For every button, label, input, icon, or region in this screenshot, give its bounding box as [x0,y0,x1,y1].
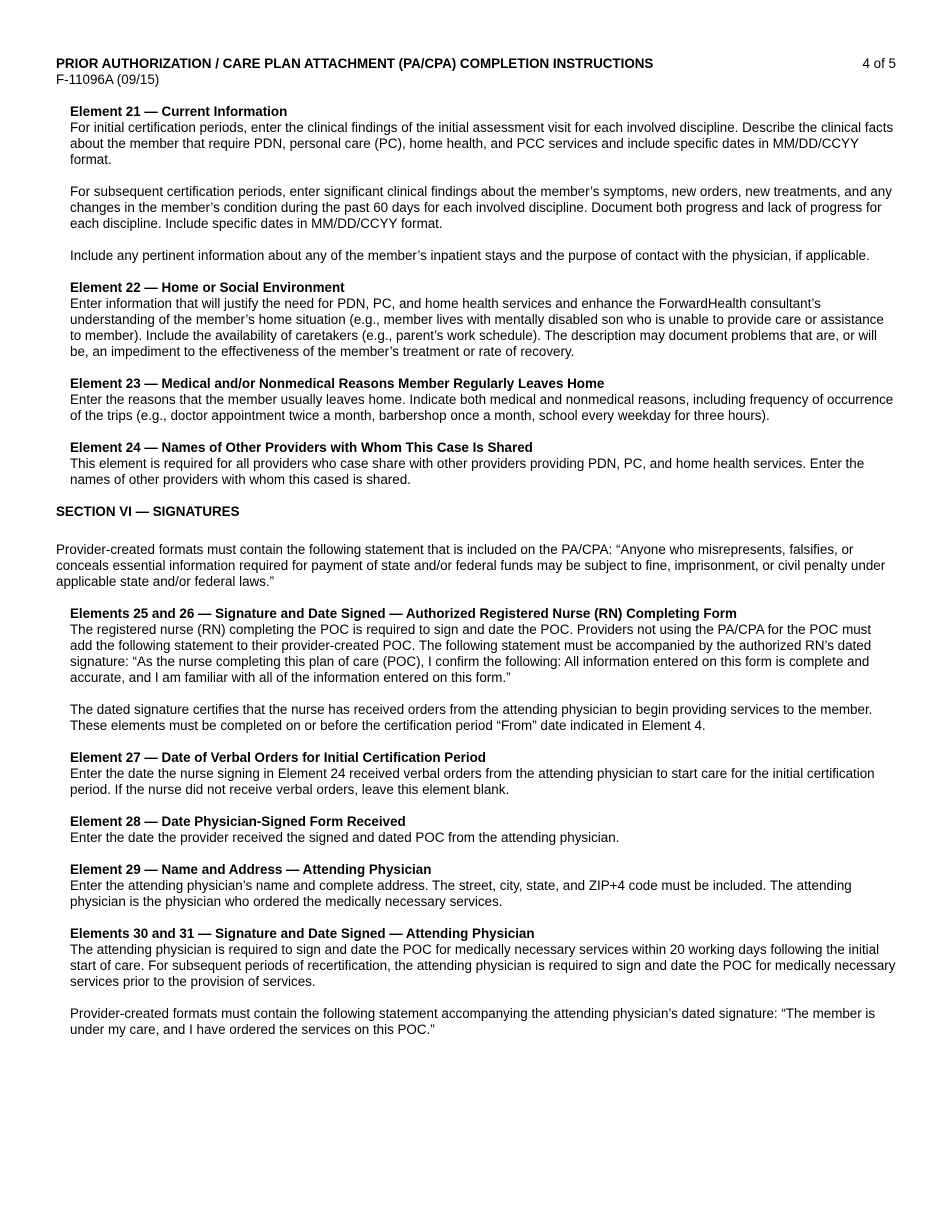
element-23-paragraph-1: Enter the reasons that the member usually leaves home. Indicate both medical and nonmedical reasons, including frequency of occurrence of the trips (e.g., doctor appointment twice a month, barbershop once a month, school every weekday for three hours). [70,392,894,423]
element-25-26-paragraph-2: The dated signature certifies that the nurse has received orders from the attending physician to begin providing services to the member. These elements must be completed on or before the certification period “From” date indicated in Element 4. [70,702,873,733]
element-21-paragraph-2: For subsequent certification periods, enter significant clinical findings about the member’s symptoms, new orders, new treatments, and any changes in the member’s condition during the past 60 days for each involved discipline. Document both progress and lack of progress for each discipline. Include specific dates in MM/DD/CCYY format. [70,184,892,231]
section-6 [56,504,896,590]
element-30-31-paragraph-1: The attending physician is required to sign and date the POC for medically necessary services within 20 working days following the initial start of care. For subsequent periods of recertification, the attending physician is required to sign and date the POC for medically necessary services prior to the provision of services. [70,942,896,989]
element-21-title: Element 21 — Current Information [70,104,288,119]
element-21 [70,104,896,264]
page-header [56,56,896,88]
element-24-paragraph-1: This element is required for all providers who case share with other providers providing PDN, PC, and home health services. Enter the names of other providers with whom this cased is shared. [70,456,865,487]
element-30-31-title: Elements 30 and 31 — Signature and Date Signed — Attending Physician [70,926,535,941]
element-23 [70,376,896,424]
element-25-26-paragraph-1: The registered nurse (RN) completing the POC is required to sign and date the POC. Providers not using the PA/CPA for the POC must add the following statement to their provider-created POC. The following statement must be accompanied by the authorized RN’s dated signature: “As the nurse completing this plan of care (POC), I confirm the following: All information entered on this form is complete and accurate, and I am familiar with all of the information entered on this form.” [70,622,872,685]
form-number: F-11096A (09/15) [56,72,160,87]
element-27-title: Element 27 — Date of Verbal Orders for Initial Certification Period [70,750,486,765]
element-24 [70,440,896,488]
element-22-paragraph-1: Enter information that will justify the need for PDN, PC, and home health services and enhance the ForwardHealth consultant’s understanding of the member’s home situation (e.g., member lives with mentally disabled son who is unable to provide care or assistance to member). Include the availability of caretakers (e.g., parent’s work schedule). The description may document problems that are, or will be, an impediment to the effectiveness of the member’s treatment or rate of recovery. [70,296,884,359]
element-22 [70,280,896,360]
page-number: 4 of 5 [862,56,896,71]
element-30-31 [70,926,896,1038]
element-23-title: Element 23 — Medical and/or Nonmedical Reasons Member Regularly Leaves Home [70,376,605,391]
header-row [56,56,896,72]
element-21-paragraph-3: Include any pertinent information about any of the member’s inpatient stays and the purpose of contact with the physician, if applicable. [70,248,870,263]
element-28-title: Element 28 — Date Physician-Signed Form Received [70,814,406,829]
element-24-title: Element 24 — Names of Other Providers with Whom This Case Is Shared [70,440,533,455]
element-22-title: Element 22 — Home or Social Environment [70,280,345,295]
section-6-paragraph-1: Provider-created formats must contain the following statement that is included on the PA/CPA: “Anyone who misrepresents, falsifies, or conceals essential information required for payment of state and/or federal funds may be subject to fine, imprisonment, or civil penalty under applicable state and/or federal laws.” [56,542,886,589]
element-29-title: Element 29 — Name and Address — Attending Physician [70,862,432,877]
document-body [56,104,896,1038]
element-21-paragraph-1: For initial certification periods, enter the clinical findings of the initial assessment visit for each involved discipline. Describe the clinical facts about the member that require PDN, personal care (PC), home health, and PCC services and include specific dates in MM/DD/CCYY format. [70,120,894,167]
element-29-paragraph-1: Enter the attending physician’s name and complete address. The street, city, state, and ZIP+4 code must be included. The attending physician is the physician who ordered the medically necessary services. [70,878,852,909]
element-28-paragraph-1: Enter the date the provider received the signed and dated POC from the attending physician. [70,830,620,845]
element-28 [70,814,896,846]
element-30-31-paragraph-2: Provider-created formats must contain the following statement accompanying the attending physician’s dated signature: “The member is under my care, and I have ordered the services on this POC.” [70,1006,876,1037]
document-title: PRIOR AUTHORIZATION / CARE PLAN ATTACHMENT (PA/CPA) COMPLETION INSTRUCTIONS [56,56,654,71]
element-27-paragraph-1: Enter the date the nurse signing in Element 24 received verbal orders from the attending physician to start care for the initial certification period. If the nurse did not receive verbal orders, leave this element blank. [70,766,875,797]
element-29 [70,862,896,910]
section-6-title: SECTION VI — SIGNATURES [56,504,240,519]
element-25-26 [70,606,896,734]
element-27 [70,750,896,798]
element-25-26-title: Elements 25 and 26 — Signature and Date Signed — Authorized Registered Nurse (RN) Completing Form [70,606,737,621]
